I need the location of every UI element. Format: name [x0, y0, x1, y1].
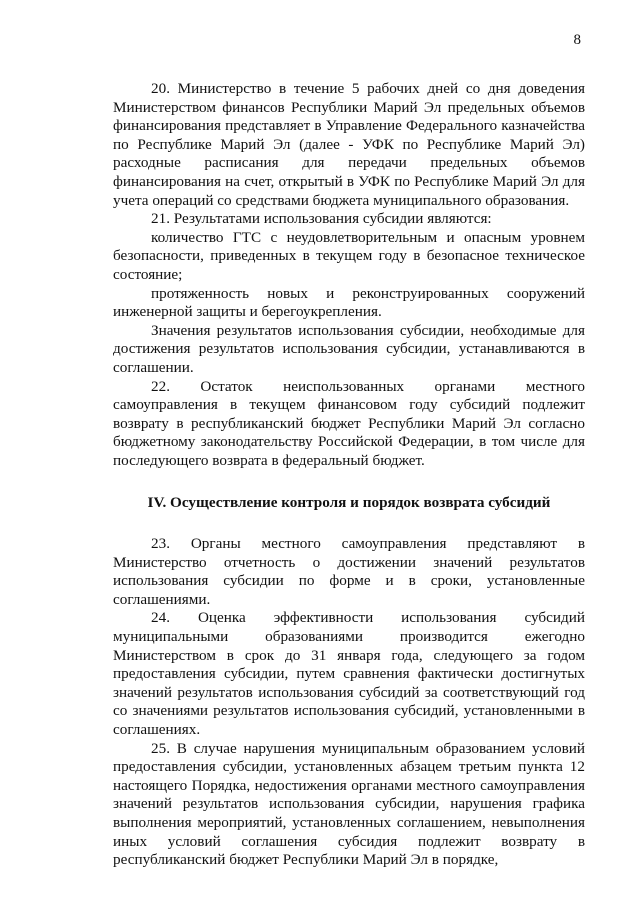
paragraph-20: 20. Министерство в течение 5 рабочих дней со дня доведения Министерством финансов Республики Марий Эл предельных объемов финансирования представляет в Управление Федерального казначейства по Республике Марий Эл (далее - УФК по Республике Марий Эл) расходные расписания для передачи предельных объемов финансирования на счет, открытый в УФК по Республике Марий Эл для учета операций со средствами бюджета муниципального образования. [113, 80, 585, 209]
paragraph-23: 23. Органы местного самоуправления представляют в Министерство отчетность о достижении значений результатов использования субсидии по форме и в сроки, установленные соглашениями. [113, 535, 585, 608]
paragraph-24: 24. Оценка эффективности использования субсидий муниципальными образованиями производится ежегодно Министерством в срок до 31 января года, следующего за годом предоставления субсидии, путем сравнения фактически достигнутых значений результатов использования субсидий за соответствующий год со значениями результатов использования субсидий, установленными в соглашениях. [113, 609, 585, 738]
document-body [113, 80, 585, 870]
paragraph-21-item-1: количество ГТС с неудовлетворительным и опасным уровнем безопасности, приведенных в текущем году в безопасное техническое состояние; [113, 228, 585, 283]
paragraph-21-item-2: протяженность новых и реконструированных сооружений инженерной защиты и берегоукрепления. [113, 284, 585, 321]
page-number: 8 [573, 32, 581, 48]
section-heading: IV. Осуществление контроля и порядок возврата субсидий [147, 494, 551, 512]
paragraph-21-values: Значения результатов использования субсидии, необходимые для достижения результатов использования субсидии, устанавливаются в соглашении. [113, 321, 585, 376]
paragraph-22: 22. Остаток неиспользованных органами местного самоуправления в текущем финансовом году субсидий подлежит возврату в республиканский бюджет Республики Марий Эл согласно бюджетному законодательству Российской Федерации, в том числе для последующего возврата в федеральный бюджет. [113, 377, 585, 469]
paragraph-21: 21. Результатами использования субсидии являются: [151, 210, 492, 228]
paragraph-25: 25. В случае нарушения муниципальным образованием условий предоставления субсидии, установленных абзацем третьим пункта 12 настоящего Порядка, недостижения органами местного самоуправления значений результатов использования субсидии, нарушения графика выполнения мероприятий, установленных соглашением, невыполнения иных условий соглашения субсидия подлежит возврату в республиканский бюджет Республики Марий Эл в порядке, [113, 739, 585, 869]
